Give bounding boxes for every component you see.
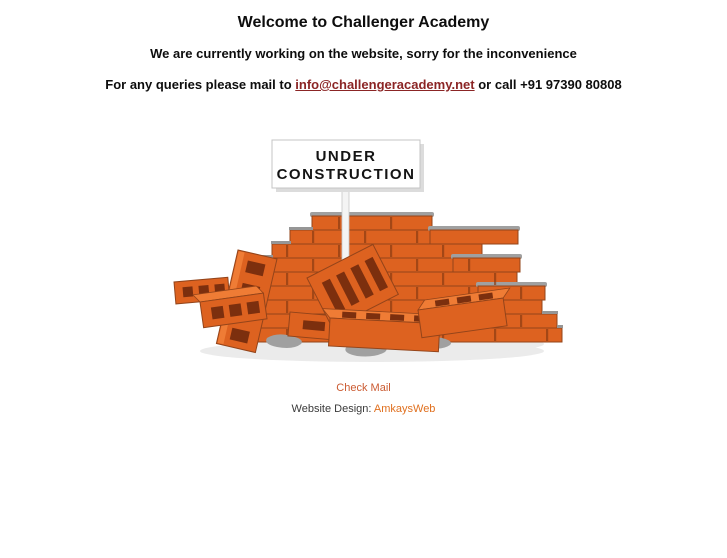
check-mail-link[interactable]: Check Mail	[336, 382, 391, 394]
subtitle-text: We are currently working on the website, sorry for the inconvenience	[150, 46, 577, 61]
credit-prefix: Website Design:	[291, 403, 374, 415]
contact-suffix: or call +91 97390 80808	[474, 77, 622, 92]
email-link[interactable]: info@challengeracademy.net	[295, 77, 475, 92]
contact-line	[0, 77, 727, 92]
sign-text-line1: UNDER	[315, 148, 376, 165]
bricks-sign-graphic	[164, 120, 564, 370]
checkmail-row	[0, 382, 727, 395]
page-title: Welcome to Challenger Academy	[237, 14, 490, 31]
sign-text-line2: CONSTRUCTION	[276, 166, 415, 183]
credit-link[interactable]: AmkaysWeb	[373, 403, 436, 415]
contact-prefix: For any queries please mail to	[105, 77, 296, 92]
under-construction-page	[0, 13, 727, 558]
construction-sign	[272, 140, 424, 192]
credit-row	[0, 403, 727, 416]
under-construction-illustration	[164, 120, 564, 370]
